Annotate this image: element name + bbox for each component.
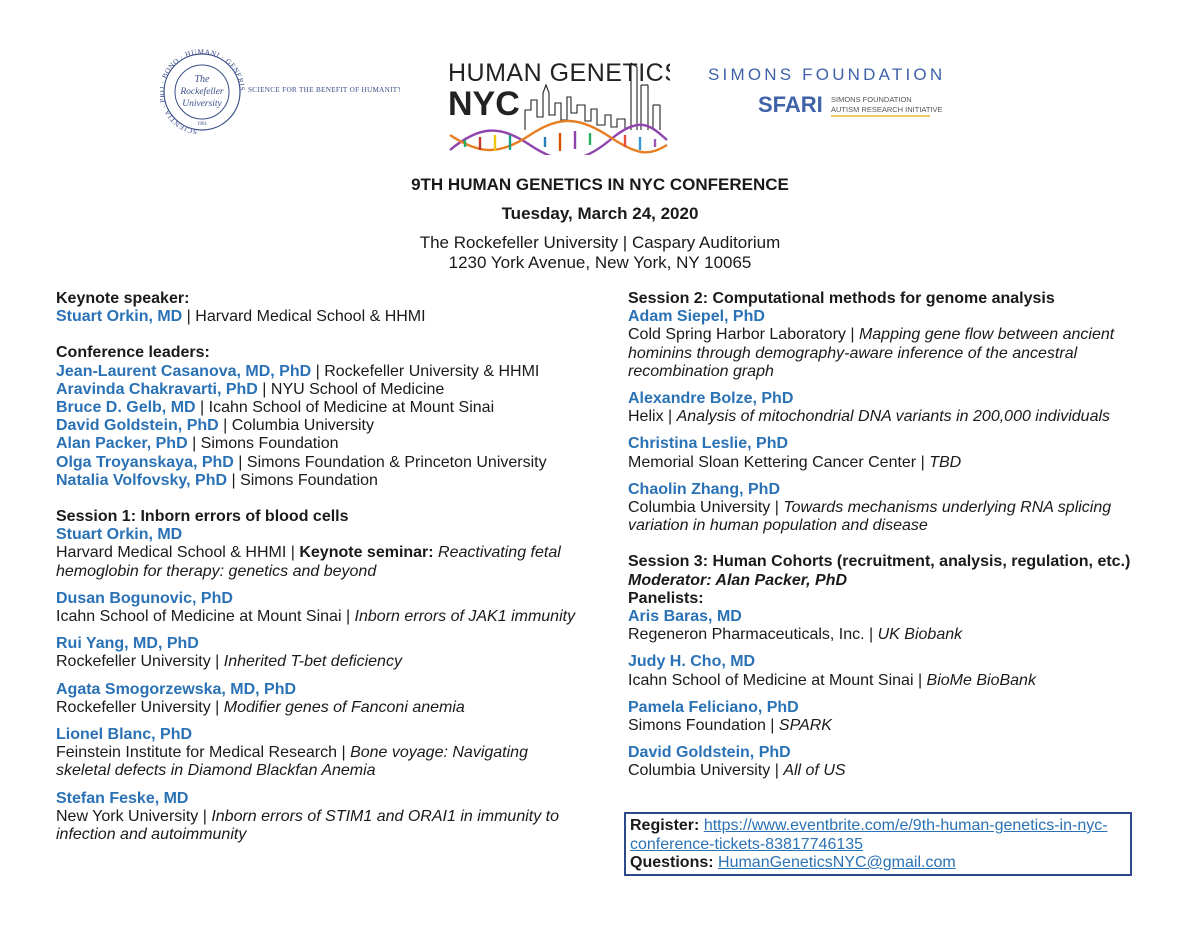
speaker-name: Agata Smogorzewska, MD, PhD: [56, 680, 297, 698]
talk-title: Inborn errors of JAK1 immunity: [354, 608, 576, 626]
register-link[interactable]: https://www.eventbrite.com/e/9th-human-genetics-in-nyc-: [703, 817, 1108, 834]
session-speaker: [56, 681, 616, 717]
speaker-name: Rui Yang, MD, PhD: [56, 635, 199, 653]
talk-title: All of US: [783, 762, 846, 780]
seal-ring-text: SCIENTIA · BONO · HUMANI · GENERIS: [160, 48, 248, 137]
talk-title: Analysis of mitochondrial DNA variants in 200,000 individuals: [676, 408, 1111, 426]
talk-title: hominins through demography-aware inference of the ancestral: [628, 344, 1078, 362]
hg-logo-line2: NYC: [448, 85, 520, 123]
speaker-affiliation: | Simons Foundation: [227, 471, 378, 489]
speaker-affiliation: | Simons Foundation: [187, 435, 339, 453]
speaker-name: Alexandre Bolze, PhD: [628, 390, 794, 408]
leader-item: [56, 363, 616, 381]
leader-item: [56, 435, 616, 453]
seal-center-line2: Rockefeller: [180, 87, 224, 97]
speaker-affiliation: Icahn School of Medicine at Mount Sinai |: [628, 671, 927, 689]
session2-heading: Session 2: Computational methods for genome analysis: [628, 290, 1055, 307]
speaker-affiliation: | Simons Foundation & Princeton University: [233, 453, 547, 471]
sfari-wordmark: SFARI: [758, 92, 823, 117]
speaker-affiliation: Rockefeller University |: [56, 698, 224, 716]
speaker-name: Aris Baras, MD: [628, 608, 742, 626]
speaker-affiliation: New York University |: [56, 807, 212, 825]
leader-item: [56, 381, 616, 399]
speaker-affiliation: Cold Spring Harbor Laboratory |: [628, 326, 859, 344]
talk-title: Inborn errors of STIM1 and ORAI1 in immunity to: [211, 807, 560, 825]
talk-title: skeletal defects in Diamond Blackfan Anemia: [56, 762, 376, 780]
leader-item: [56, 472, 616, 490]
rockefeller-tagline: SCIENCE FOR THE BENEFIT OF HUMANITY: [248, 86, 400, 94]
talk-title: variation in human population and disease: [628, 517, 928, 535]
session-speaker: [56, 790, 616, 845]
speaker-name: Pamela Feliciano, PhD: [628, 698, 799, 716]
seal-center-line3: University: [182, 99, 222, 109]
keynote-seminar-label: Keynote seminar:: [299, 544, 434, 562]
email-link[interactable]: HumanGeneticsNYC@gmail.com: [718, 854, 956, 871]
session-speaker: [628, 481, 1148, 536]
session-speaker: [56, 590, 616, 626]
session3-heading: Session 3: Human Cohorts (recruitment, analysis, regulation, etc.): [628, 553, 1131, 571]
venue-line2: 1230 York Avenue, New York, NY 10065: [448, 253, 752, 272]
seal-year: 1901: [197, 122, 207, 127]
speaker-name: Stefan Feske, MD: [56, 789, 189, 807]
speaker-affiliation: | Harvard Medical School & HHMI: [182, 308, 426, 326]
register-link-cont[interactable]: conference-tickets-83817746135: [630, 835, 864, 853]
talk-title: hemoglobin for therapy: genetics and beyond: [56, 562, 377, 580]
speaker-name: Stuart Orkin, MD: [56, 308, 183, 326]
hg-logo-line1: HUMAN GENETICS: [448, 59, 670, 87]
session-speaker: [56, 726, 616, 781]
speaker-affiliation: Helix |: [628, 408, 677, 426]
keynote-speaker: [56, 308, 616, 326]
sfari-line2: AUTISM RESEARCH INITIATIVE: [831, 105, 943, 114]
speaker-affiliation: Memorial Sloan Kettering Cancer Center |: [628, 453, 930, 471]
leader-item: [56, 454, 616, 472]
talk-title: UK Biobank: [877, 626, 963, 644]
simons-foundation-logo: [708, 62, 968, 122]
speaker-affiliation: | Rockefeller University & HHMI: [311, 362, 540, 380]
session-speaker: [628, 308, 1148, 381]
talk-title: Towards mechanisms underlying RNA splicing: [783, 499, 1112, 517]
talk-title: infection and autoimmunity: [56, 826, 247, 844]
speaker-name: Adam Siepel, PhD: [628, 308, 765, 326]
speaker-affiliation: Columbia University |: [628, 762, 784, 780]
session-speaker: [56, 635, 616, 671]
conference-title: 9TH HUMAN GENETICS IN NYC CONFERENCE: [411, 175, 789, 194]
speaker-name: Christina Leslie, PhD: [628, 435, 789, 453]
questions-label: Questions:: [630, 854, 714, 871]
session-speaker: [628, 435, 1148, 471]
speaker-name: Chaolin Zhang, PhD: [628, 480, 780, 498]
leaders-heading: Conference leaders:: [56, 344, 210, 362]
venue-line1: The Rockefeller University | Caspary Auditorium: [419, 233, 781, 252]
session1-heading: Session 1: Inborn errors of blood cells: [56, 508, 349, 526]
speaker-name: Lionel Blanc, PhD: [56, 726, 193, 744]
register-label: Register:: [630, 817, 700, 834]
leader-item: [56, 417, 616, 435]
keynote-heading: Keynote speaker:: [56, 290, 190, 307]
simons-name: SIMONS FOUNDATION: [708, 65, 946, 84]
session-speaker: [628, 608, 1148, 644]
talk-title: Inherited T-bet deficiency: [223, 653, 402, 671]
speaker-name: Bruce D. Gelb, MD: [56, 399, 196, 417]
speaker-name: Stuart Orkin, MD: [56, 526, 183, 544]
speaker-name: Aravinda Chakravarti, PhD: [56, 380, 258, 398]
leader-item: [56, 399, 616, 417]
session-speaker: [56, 526, 616, 581]
talk-title: Mapping gene flow between ancient: [858, 326, 1115, 344]
speaker-affiliation: Simons Foundation |: [628, 717, 779, 735]
session-speaker: [628, 653, 1148, 689]
sfari-line1: SIMONS FOUNDATION: [831, 95, 912, 104]
session3-moderator: Moderator: Alan Packer, PhD: [628, 571, 848, 589]
speaker-affiliation: Regeneron Pharmaceuticals, Inc. |: [628, 626, 878, 644]
speaker-name: Alan Packer, PhD: [56, 435, 188, 453]
talk-title: SPARK: [778, 717, 832, 735]
talk-title: Modifier genes of Fanconi anemia: [223, 698, 465, 716]
speaker-affiliation: Feinstein Institute for Medical Research |: [56, 744, 351, 762]
session-speaker: [628, 744, 1148, 780]
speaker-affiliation: Columbia University |: [628, 499, 784, 517]
talk-title: BioMe BioBank: [926, 671, 1036, 689]
speaker-name: Olga Troyanskaya, PhD: [56, 453, 234, 471]
talk-title: recombination graph: [628, 362, 774, 380]
seal-center-line1: The: [194, 74, 210, 85]
speaker-name: Judy H. Cho, MD: [628, 653, 756, 671]
speaker-name: Jean-Laurent Casanova, MD, PhD: [56, 362, 312, 380]
speaker-name: David Goldstein, PhD: [628, 744, 791, 762]
speaker-name: Natalia Volfovsky, PhD: [56, 471, 228, 489]
right-column: [628, 290, 1148, 781]
panelists-heading: Panelists:: [628, 589, 704, 607]
speaker-affiliation: | Icahn School of Medicine at Mount Sinai: [195, 399, 495, 417]
speaker-affiliation: Harvard Medical School & HHMI |: [56, 544, 300, 562]
speaker-affiliation: Rockefeller University |: [56, 653, 224, 671]
conference-date: Tuesday, March 24, 2020: [501, 204, 699, 223]
speaker-name: David Goldstein, PhD: [56, 417, 219, 435]
register-box: [624, 812, 1132, 876]
talk-title: TBD: [929, 453, 962, 471]
speaker-name: Dusan Bogunovic, PhD: [56, 589, 233, 607]
speaker-affiliation: Icahn School of Medicine at Mount Sinai |: [56, 608, 355, 626]
speaker-affiliation: | Columbia University: [218, 417, 374, 435]
talk-title: Bone voyage: Navigating: [350, 744, 528, 762]
rockefeller-logo: [160, 48, 400, 138]
talk-title: Reactivating fetal: [433, 544, 561, 562]
session-speaker: [628, 699, 1148, 735]
session-speaker: [628, 390, 1148, 426]
dna-helix-icon: [450, 121, 667, 155]
human-genetics-nyc-logo: [445, 55, 670, 155]
left-column: [56, 290, 616, 844]
speaker-affiliation: | NYU School of Medicine: [257, 380, 445, 398]
